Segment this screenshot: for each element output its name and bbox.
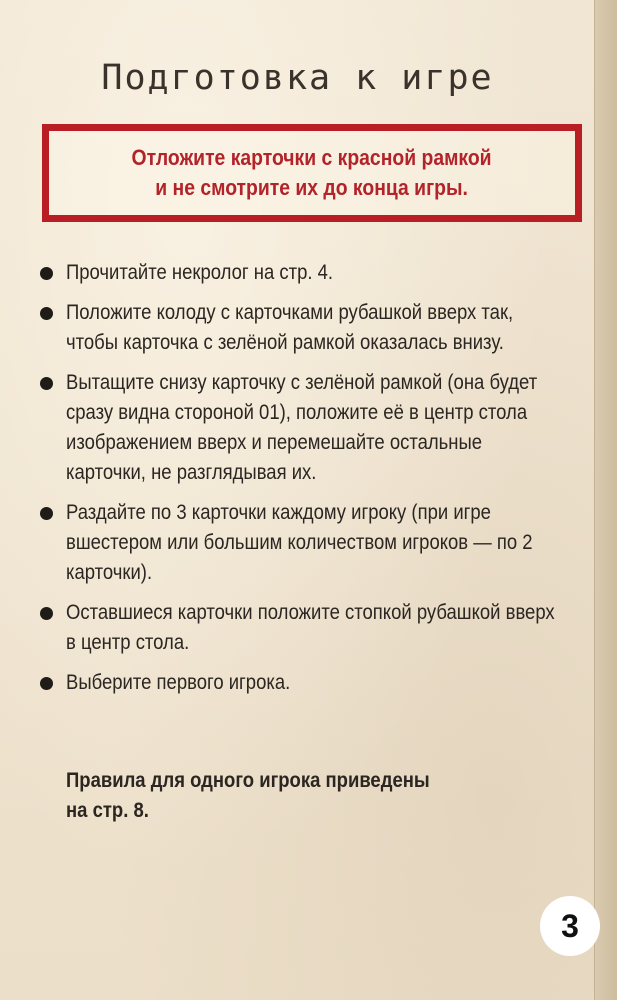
warning-text: [132, 143, 492, 203]
bullet-icon: [40, 377, 53, 390]
setup-step: [38, 368, 578, 488]
setup-step: [38, 258, 578, 288]
setup-step-text: Оставшиеся карточки положите стопкой рубашкой вверх в центр стола.: [66, 601, 555, 654]
bullet-icon: [40, 507, 53, 520]
warning-box: [42, 124, 582, 222]
setup-step-text: Раздайте по 3 карточки каждому игроку (при игре вшестером или большим количеством игроков — по 2 карточки).: [66, 501, 533, 584]
setup-step-text: Выберите первого игрока.: [66, 671, 291, 694]
setup-step: [38, 598, 578, 658]
setup-step-text: Прочитайте некролог на стр. 4.: [66, 261, 334, 284]
bullet-icon: [40, 677, 53, 690]
single-player-note: Правила для одного игрока приведены на стр. 8.: [66, 769, 430, 822]
setup-steps-list: [38, 258, 578, 708]
setup-step: [38, 498, 578, 588]
setup-step: [38, 298, 578, 358]
bullet-icon: [40, 307, 53, 320]
page-number-badge: 3: [540, 896, 600, 956]
setup-step-text: Положите колоду с карточками рубашкой вверх так, чтобы карточка с зелёной рамкой оказалась внизу.: [66, 301, 514, 354]
warning-line-2: и не смотрите их до конца игры.: [155, 175, 469, 200]
setup-step-text: Вытащите снизу карточку с зелёной рамкой (она будет сразу видна стороной 01), положите её в центр стола изображением вверх и перемешайте остальные карточки, не разглядывая их.: [66, 371, 538, 484]
setup-step: [38, 668, 578, 698]
page-title: Подготовка к игре: [101, 58, 494, 98]
warning-line-1: Отложите карточки с красной рамкой: [131, 145, 493, 170]
bullet-icon: [40, 267, 53, 280]
bullet-icon: [40, 607, 53, 620]
